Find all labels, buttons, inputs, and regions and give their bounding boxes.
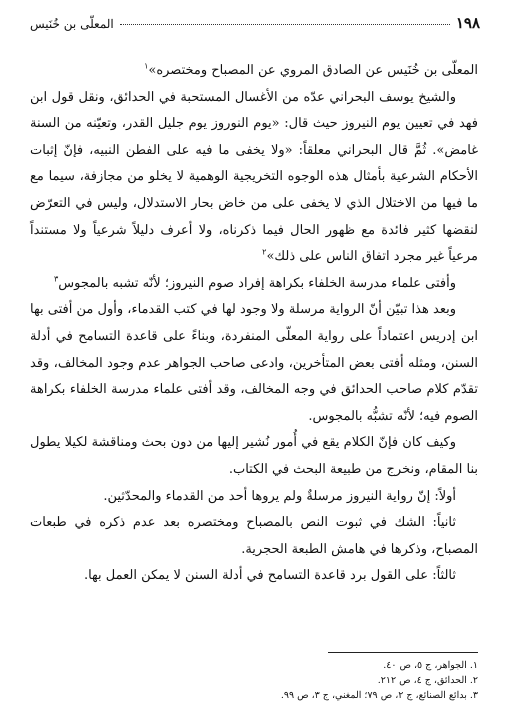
footnote-ref: ١ [144, 61, 149, 71]
paragraph: ثالثاً: على القول برد قاعدة التسامح في أدلة السنن لا يمكن العمل بها. [83, 568, 456, 584]
page-header [30, 14, 480, 36]
paragraph: أولاً: إنّ رواية النيروز مرسلةٌ ولم يروها أحد من القدماء والمحدّثين. [103, 488, 456, 504]
paragraph: المعلّى بن خُنَيس عن الصادق المروي عن المصباح ومختصره»$^١$ [144, 61, 478, 78]
paragraph: وبعد هذا تبيّن أنّ الرواية مرسلة ولا وجود لها في كتب القدماء، وأول من أفتى بها ابن إدريس اعتماداً على رواية المعلّى المنفردة، وبناءً على قاعدة التسامح في أدلة السنن، ومثله أفتى بعض المتأخرين، وادعى صاحب الجواهر عدم وجود المخالف، وقد تقدّم كلام صاحب الحدائق في وجه المخالف، وقد أفتى علماء مدرسة الخلفاء بكراهة الصوم فيه؛ لأنّه تشبُّه بالمجوس. [30, 302, 478, 424]
footnote-ref: ٢ [262, 247, 267, 257]
page-number: ١٩٨ [455, 14, 480, 32]
footnote: ٣. بدائع الصنائع، ج ٢، ص ٧٩؛ المغني، ج ٣، ص ٩٩. [280, 690, 478, 701]
paragraph: والشيخ يوسف البحراني عدّه من الأغسال المستحبة في الحدائق، ونقل قول ابن فهد في تعيين يوم النيروز حيث قال: «يوم النوروز يوم جليل القدر، وتعيّنه من السنة غامض». ثُمَّ قال البحراني معلقاً: «ولا يخفى ما فيه على الفطن النبيه، فإنّ إثبات الأحكام الشرعية بأمثال هذه الوجوه التخريجية الوهمية لا يخلو من مجازفة، سيما مع ما فيها من الاختلال الذي لا يخفى على من خاض بحار الاستدلال، وليس في التعرّض لنقضها كثير فائدة مع ظهور الحال فيما ذكرناه، ولا أعرف دليلاً شرعياً ولا مستنداً مرعياً غير مجرد اتفاق الناس على ذلك»$^٢$ [30, 89, 478, 265]
footnote-separator [328, 652, 478, 653]
paragraph: وأفتى علماء مدرسة الخلفاء بكراهة إفراد صوم النيروز؛ لأنّه تشبه بالمجوس$^٣$ [53, 274, 456, 291]
footnote: ١. الجواهر، ج ٥، ص ٤٠. [383, 660, 478, 671]
footnotes [30, 658, 478, 703]
footnote-ref: ٣ [53, 274, 59, 284]
paragraph: وكيف كان فإنّ الكلام يقع في أُمور نُشير إليها من دون بحث ومناقشة لكيلا يطول بنا المقام، ونخرج من طبيعة البحث في الكتاب. [30, 435, 478, 477]
main-text [30, 58, 478, 590]
running-title: المعلّى بن خُنَيس [30, 17, 114, 31]
paragraph: ثانياً: الشك في ثبوت النص بالمصباح ومختصره بعد عدم ذكره في طبعات المصباح، وذكرها في هامش الطبعة الحجرية. [30, 515, 478, 557]
header-dotted-leader [120, 24, 450, 25]
footnote: ٢. الحدائق، ج ٤، ص ٢١٢. [377, 675, 478, 686]
